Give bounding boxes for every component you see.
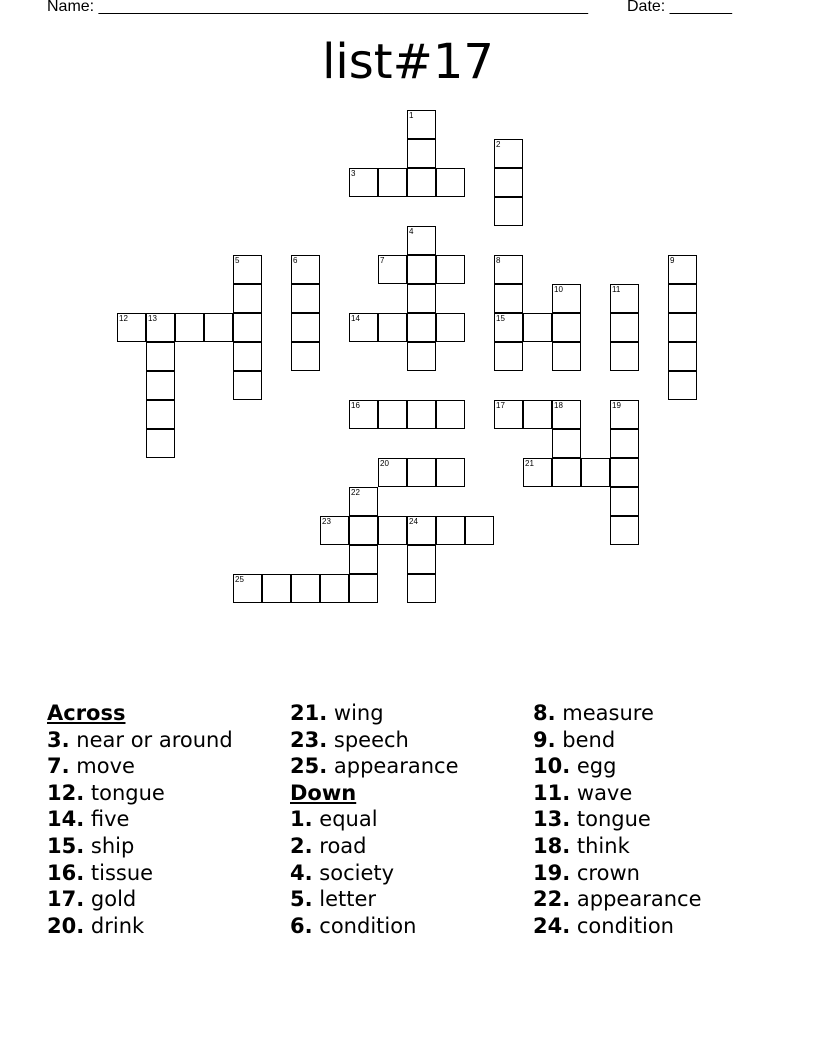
clue-text: think (576, 833, 630, 858)
grid-cell[interactable] (610, 342, 639, 371)
grid-cell[interactable] (407, 139, 436, 168)
clue-text: letter (319, 887, 377, 912)
clue-item (290, 727, 530, 754)
cell-number: 12 (119, 314, 128, 323)
grid-cell[interactable] (291, 574, 320, 603)
cell-number: 13 (148, 314, 157, 323)
grid-cell[interactable] (146, 371, 175, 400)
grid-cell[interactable] (407, 284, 436, 313)
clue-text: society (319, 860, 395, 885)
grid-cell[interactable] (291, 342, 320, 371)
cell-number: 7 (380, 256, 385, 265)
clue-number: 8. (533, 701, 556, 725)
grid-cell[interactable] (668, 313, 697, 342)
grid-cell[interactable] (494, 313, 523, 342)
clue-text: wing (333, 701, 384, 725)
grid-cell[interactable] (349, 574, 378, 603)
grid-cell[interactable] (610, 400, 639, 429)
clue-text: equal (319, 807, 378, 832)
cell-number: 1 (409, 111, 414, 120)
grid-cell[interactable] (465, 516, 494, 545)
clue-item (47, 727, 287, 754)
grid-cell[interactable] (233, 371, 262, 400)
cell-number: 8 (496, 256, 501, 265)
cell-number: 16 (351, 401, 360, 410)
grid-cell[interactable] (494, 284, 523, 313)
clue-heading-text: Across (47, 701, 126, 725)
clue-number: 5. (290, 887, 313, 912)
grid-cell[interactable] (407, 342, 436, 371)
grid-cell[interactable] (407, 168, 436, 197)
grid-cell[interactable] (436, 516, 465, 545)
grid-cell[interactable] (262, 574, 291, 603)
grid-cell[interactable] (494, 139, 523, 168)
grid-cell[interactable] (407, 110, 436, 139)
grid-cell[interactable] (204, 313, 233, 342)
clue-item (47, 860, 287, 887)
clue-text: gold (90, 887, 137, 912)
cell-number: 25 (235, 575, 244, 584)
clue-item (533, 700, 773, 727)
grid-cell[interactable] (407, 226, 436, 255)
clue-item (533, 860, 773, 887)
clue-text: move (76, 754, 135, 779)
grid-cell[interactable] (378, 255, 407, 284)
clue-item (290, 860, 530, 887)
clue-text: drink (90, 913, 145, 938)
cell-number: 22 (351, 488, 360, 497)
clue-number: 16. (47, 860, 85, 885)
clue-number: 7. (47, 754, 70, 779)
clue-item (47, 913, 287, 940)
clue-item (290, 886, 530, 913)
cell-number: 17 (496, 401, 505, 410)
grid-cell[interactable] (378, 400, 407, 429)
grid-cell[interactable] (523, 458, 552, 487)
clue-list (47, 700, 767, 960)
grid-cell[interactable] (349, 487, 378, 516)
grid-cell[interactable] (436, 400, 465, 429)
cell-number: 2 (496, 140, 501, 149)
grid-cell[interactable] (349, 400, 378, 429)
grid-cell[interactable] (378, 313, 407, 342)
cell-number: 18 (554, 401, 563, 410)
clue-text: five (90, 807, 130, 832)
cell-number: 23 (322, 517, 331, 526)
grid-cell[interactable] (494, 197, 523, 226)
clue-item (533, 780, 773, 807)
grid-cell[interactable] (523, 313, 552, 342)
cell-number: 14 (351, 314, 360, 323)
grid-cell[interactable] (668, 255, 697, 284)
clue-item (290, 806, 530, 833)
clue-heading-text: Down (290, 780, 357, 805)
clue-number: 23. (290, 727, 328, 752)
grid-cell[interactable] (233, 574, 262, 603)
grid-cell[interactable] (349, 545, 378, 574)
grid-cell[interactable] (320, 516, 349, 545)
clue-item (290, 833, 530, 860)
clue-text: condition (576, 913, 674, 938)
clue-number: 22. (533, 887, 571, 912)
clue-item (290, 913, 530, 940)
grid-cell[interactable] (378, 458, 407, 487)
grid-cell[interactable] (552, 400, 581, 429)
clue-text: wave (576, 780, 633, 805)
clue-text: speech (333, 727, 409, 752)
grid-cell[interactable] (610, 313, 639, 342)
clue-item (533, 753, 773, 780)
grid-cell[interactable] (523, 400, 552, 429)
grid-cell[interactable] (233, 313, 262, 342)
cell-number: 19 (612, 401, 621, 410)
clue-heading (47, 700, 287, 727)
name-field: Name: _______________________________________________________ (47, 0, 588, 15)
grid-cell[interactable] (407, 458, 436, 487)
grid-cell[interactable] (349, 168, 378, 197)
clue-item (47, 806, 287, 833)
grid-cell[interactable] (610, 516, 639, 545)
clue-column-2 (290, 700, 530, 939)
grid-cell[interactable] (552, 284, 581, 313)
clue-item (533, 886, 773, 913)
clue-number: 11. (533, 780, 571, 805)
clue-item (290, 700, 530, 727)
clue-text: measure (562, 701, 654, 725)
clue-number: 3. (47, 727, 70, 752)
grid-cell[interactable] (146, 400, 175, 429)
clue-item (47, 753, 287, 780)
cell-number: 3 (351, 169, 356, 178)
clue-text: appearance (333, 754, 459, 779)
grid-cell[interactable] (407, 516, 436, 545)
grid-cell[interactable] (436, 255, 465, 284)
grid-cell[interactable] (436, 168, 465, 197)
clue-item (533, 806, 773, 833)
clue-number: 21. (290, 701, 328, 725)
grid-cell[interactable] (610, 284, 639, 313)
grid-cell[interactable] (436, 458, 465, 487)
grid-cell[interactable] (668, 284, 697, 313)
grid-cell[interactable] (291, 255, 320, 284)
date-field: Date: _______ (627, 0, 732, 15)
grid-cell[interactable] (552, 342, 581, 371)
grid-cell[interactable] (407, 313, 436, 342)
clue-number: 9. (533, 727, 556, 752)
clue-text: road (319, 833, 367, 858)
grid-cell[interactable] (494, 168, 523, 197)
clue-item (47, 833, 287, 860)
grid-cell[interactable] (494, 400, 523, 429)
clue-number: 4. (290, 860, 313, 885)
puzzle-title: list#17 (322, 34, 494, 90)
clue-item (533, 913, 773, 940)
clue-number: 10. (533, 754, 571, 779)
grid-cell[interactable] (349, 313, 378, 342)
clue-item (533, 727, 773, 754)
clue-number: 14. (47, 807, 85, 832)
grid-cell[interactable] (581, 458, 610, 487)
cell-number: 5 (235, 256, 240, 265)
grid-cell[interactable] (407, 574, 436, 603)
grid-cell[interactable] (552, 429, 581, 458)
grid-cell[interactable] (610, 487, 639, 516)
grid-cell[interactable] (378, 168, 407, 197)
grid-cell[interactable] (552, 458, 581, 487)
grid-cell[interactable] (291, 313, 320, 342)
grid-cell[interactable] (320, 574, 349, 603)
clue-number: 6. (290, 913, 313, 938)
clue-number: 15. (47, 833, 85, 858)
grid-cell[interactable] (407, 400, 436, 429)
grid-cell[interactable] (146, 313, 175, 342)
clue-text: crown (576, 860, 640, 885)
cell-number: 6 (293, 256, 298, 265)
grid-cell[interactable] (378, 516, 407, 545)
clue-number: 20. (47, 913, 85, 938)
grid-cell[interactable] (610, 458, 639, 487)
grid-cell[interactable] (146, 342, 175, 371)
grid-cell[interactable] (349, 516, 378, 545)
clue-number: 24. (533, 913, 571, 938)
cell-number: 15 (496, 314, 505, 323)
clue-text: appearance (576, 887, 702, 912)
cell-number: 4 (409, 227, 414, 236)
clue-text: tongue (90, 780, 165, 805)
grid-cell[interactable] (407, 545, 436, 574)
grid-cell[interactable] (668, 371, 697, 400)
grid-cell[interactable] (233, 342, 262, 371)
clue-number: 17. (47, 887, 85, 912)
grid-cell[interactable] (494, 342, 523, 371)
cell-number: 10 (554, 285, 563, 294)
clue-item (533, 833, 773, 860)
cell-number: 20 (380, 459, 389, 468)
clue-text: tissue (90, 860, 154, 885)
clue-number: 13. (533, 807, 571, 832)
grid-cell[interactable] (494, 255, 523, 284)
clue-item (47, 886, 287, 913)
clue-text: bend (562, 727, 616, 752)
clue-number: 18. (533, 833, 571, 858)
grid-cell[interactable] (146, 429, 175, 458)
clue-text: egg (576, 754, 617, 779)
grid-cell[interactable] (291, 284, 320, 313)
clue-text: near or around (76, 727, 233, 752)
clue-column-1 (47, 700, 287, 939)
cell-number: 21 (525, 459, 534, 468)
clue-number: 19. (533, 860, 571, 885)
grid-cell[interactable] (117, 313, 146, 342)
clue-number: 1. (290, 807, 313, 832)
clue-text: ship (90, 833, 135, 858)
grid-cell[interactable] (175, 313, 204, 342)
clue-item (47, 780, 287, 807)
cell-number: 11 (612, 285, 621, 294)
clue-number: 12. (47, 780, 85, 805)
clue-heading (290, 780, 530, 807)
grid-cell[interactable] (233, 255, 262, 284)
grid-cell[interactable] (610, 429, 639, 458)
clue-text: tongue (576, 807, 651, 832)
clue-item (290, 753, 530, 780)
grid-cell[interactable] (407, 255, 436, 284)
grid-cell[interactable] (552, 313, 581, 342)
clue-column-3 (533, 700, 773, 939)
clue-number: 25. (290, 754, 328, 779)
grid-cell[interactable] (436, 313, 465, 342)
clue-number: 2. (290, 833, 313, 858)
cell-number: 9 (670, 256, 675, 265)
grid-cell[interactable] (233, 284, 262, 313)
cell-number: 24 (409, 517, 418, 526)
clue-text: condition (319, 913, 417, 938)
grid-cell[interactable] (668, 342, 697, 371)
